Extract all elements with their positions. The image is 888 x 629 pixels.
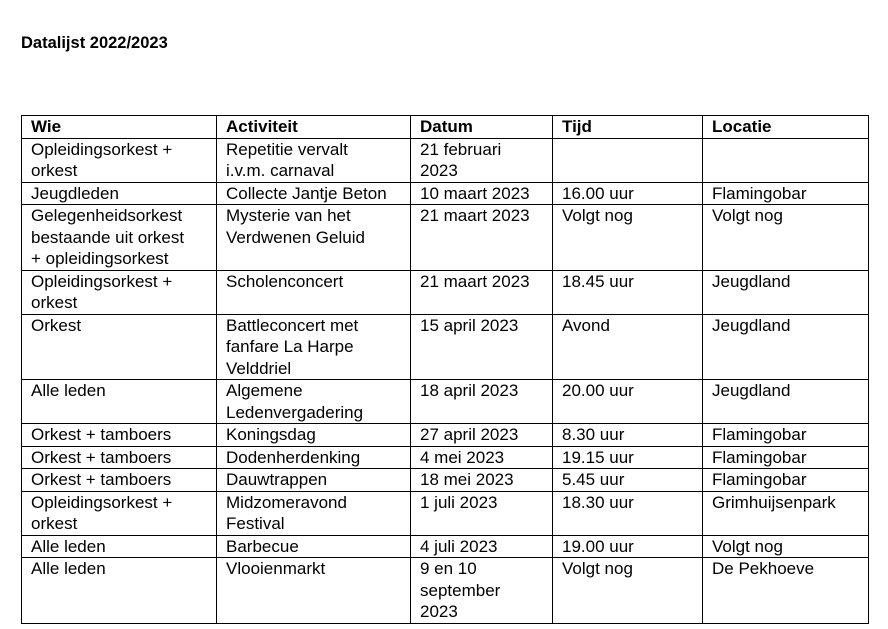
cell-datum: 9 en 10 september 2023: [411, 558, 553, 624]
cell-wie: Jeugdleden: [22, 182, 217, 205]
cell-wie: Orkest: [22, 314, 217, 380]
cell-locatie: Flamingobar: [703, 182, 869, 205]
cell-datum: 21 maart 2023: [411, 205, 553, 271]
cell-activiteit: Vlooienmarkt: [217, 558, 411, 624]
cell-datum: 18 april 2023: [411, 380, 553, 424]
cell-wie: Opleidingsorkest + orkest: [22, 270, 217, 314]
cell-datum: 18 mei 2023: [411, 469, 553, 492]
table-header-row: [22, 116, 869, 139]
cell-datum: 1 juli 2023: [411, 491, 553, 535]
cell-activiteit: Repetitie vervalt i.v.m. carnaval: [217, 138, 411, 182]
cell-wie: Alle leden: [22, 558, 217, 624]
document-title: Datalijst 2022/2023: [21, 34, 168, 52]
cell-activiteit: Dauwtrappen: [217, 469, 411, 492]
cell-locatie: [703, 138, 869, 182]
cell-locatie: Flamingobar: [703, 446, 869, 469]
header-datum: Datum: [411, 116, 553, 139]
cell-locatie: De Pekhoeve: [703, 558, 869, 624]
cell-wie: Orkest + tamboers: [22, 424, 217, 447]
cell-locatie: Jeugdland: [703, 314, 869, 380]
cell-wie: Orkest + tamboers: [22, 469, 217, 492]
cell-activiteit: Algemene Ledenvergadering: [217, 380, 411, 424]
cell-tijd: Volgt nog: [553, 205, 703, 271]
cell-datum: 4 mei 2023: [411, 446, 553, 469]
cell-activiteit: Midzomeravond Festival: [217, 491, 411, 535]
cell-activiteit: Battleconcert met fanfare La Harpe Velddriel: [217, 314, 411, 380]
cell-wie: Gelegenheidsorkest bestaande uit orkest + opleidingsorkest: [22, 205, 217, 271]
header-wie: Wie: [22, 116, 217, 139]
cell-tijd: 18.30 uur: [553, 491, 703, 535]
cell-tijd: 19.00 uur: [553, 535, 703, 558]
cell-activiteit: Mysterie van het Verdwenen Geluid: [217, 205, 411, 271]
header-tijd: Tijd: [553, 116, 703, 139]
table-row: [22, 182, 869, 205]
cell-locatie: Jeugdland: [703, 270, 869, 314]
table-row: [22, 491, 869, 535]
cell-wie: Alle leden: [22, 535, 217, 558]
table-row: [22, 446, 869, 469]
cell-activiteit: Collecte Jantje Beton: [217, 182, 411, 205]
cell-wie: Opleidingsorkest + orkest: [22, 491, 217, 535]
cell-wie: Opleidingsorkest + orkest: [22, 138, 217, 182]
header-locatie: Locatie: [703, 116, 869, 139]
cell-tijd: 16.00 uur: [553, 182, 703, 205]
cell-tijd: 20.00 uur: [553, 380, 703, 424]
table-row: [22, 270, 869, 314]
cell-datum: 21 maart 2023: [411, 270, 553, 314]
cell-activiteit: Barbecue: [217, 535, 411, 558]
cell-datum: 10 maart 2023: [411, 182, 553, 205]
table-row: [22, 138, 869, 182]
cell-tijd: 19.15 uur: [553, 446, 703, 469]
table-row: [22, 380, 869, 424]
cell-locatie: Flamingobar: [703, 424, 869, 447]
cell-tijd: Avond: [553, 314, 703, 380]
cell-locatie: Flamingobar: [703, 469, 869, 492]
cell-wie: Orkest + tamboers: [22, 446, 217, 469]
cell-datum: 4 juli 2023: [411, 535, 553, 558]
header-activiteit: Activiteit: [217, 116, 411, 139]
table-row: [22, 314, 869, 380]
cell-locatie: Jeugdland: [703, 380, 869, 424]
cell-tijd: 8.30 uur: [553, 424, 703, 447]
cell-activiteit: Dodenherdenking: [217, 446, 411, 469]
cell-tijd: [553, 138, 703, 182]
table-row: [22, 535, 869, 558]
cell-activiteit: Scholenconcert: [217, 270, 411, 314]
cell-locatie: Volgt nog: [703, 205, 869, 271]
cell-tijd: Volgt nog: [553, 558, 703, 624]
cell-locatie: Grimhuijsenpark: [703, 491, 869, 535]
table-row: [22, 469, 869, 492]
cell-tijd: 5.45 uur: [553, 469, 703, 492]
cell-datum: 27 april 2023: [411, 424, 553, 447]
cell-datum: 15 april 2023: [411, 314, 553, 380]
table-row: [22, 558, 869, 624]
cell-datum: 21 februari 2023: [411, 138, 553, 182]
activity-table: [21, 115, 869, 624]
cell-tijd: 18.45 uur: [553, 270, 703, 314]
cell-wie: Alle leden: [22, 380, 217, 424]
cell-locatie: Volgt nog: [703, 535, 869, 558]
table-row: [22, 205, 869, 271]
table-row: [22, 424, 869, 447]
cell-activiteit: Koningsdag: [217, 424, 411, 447]
